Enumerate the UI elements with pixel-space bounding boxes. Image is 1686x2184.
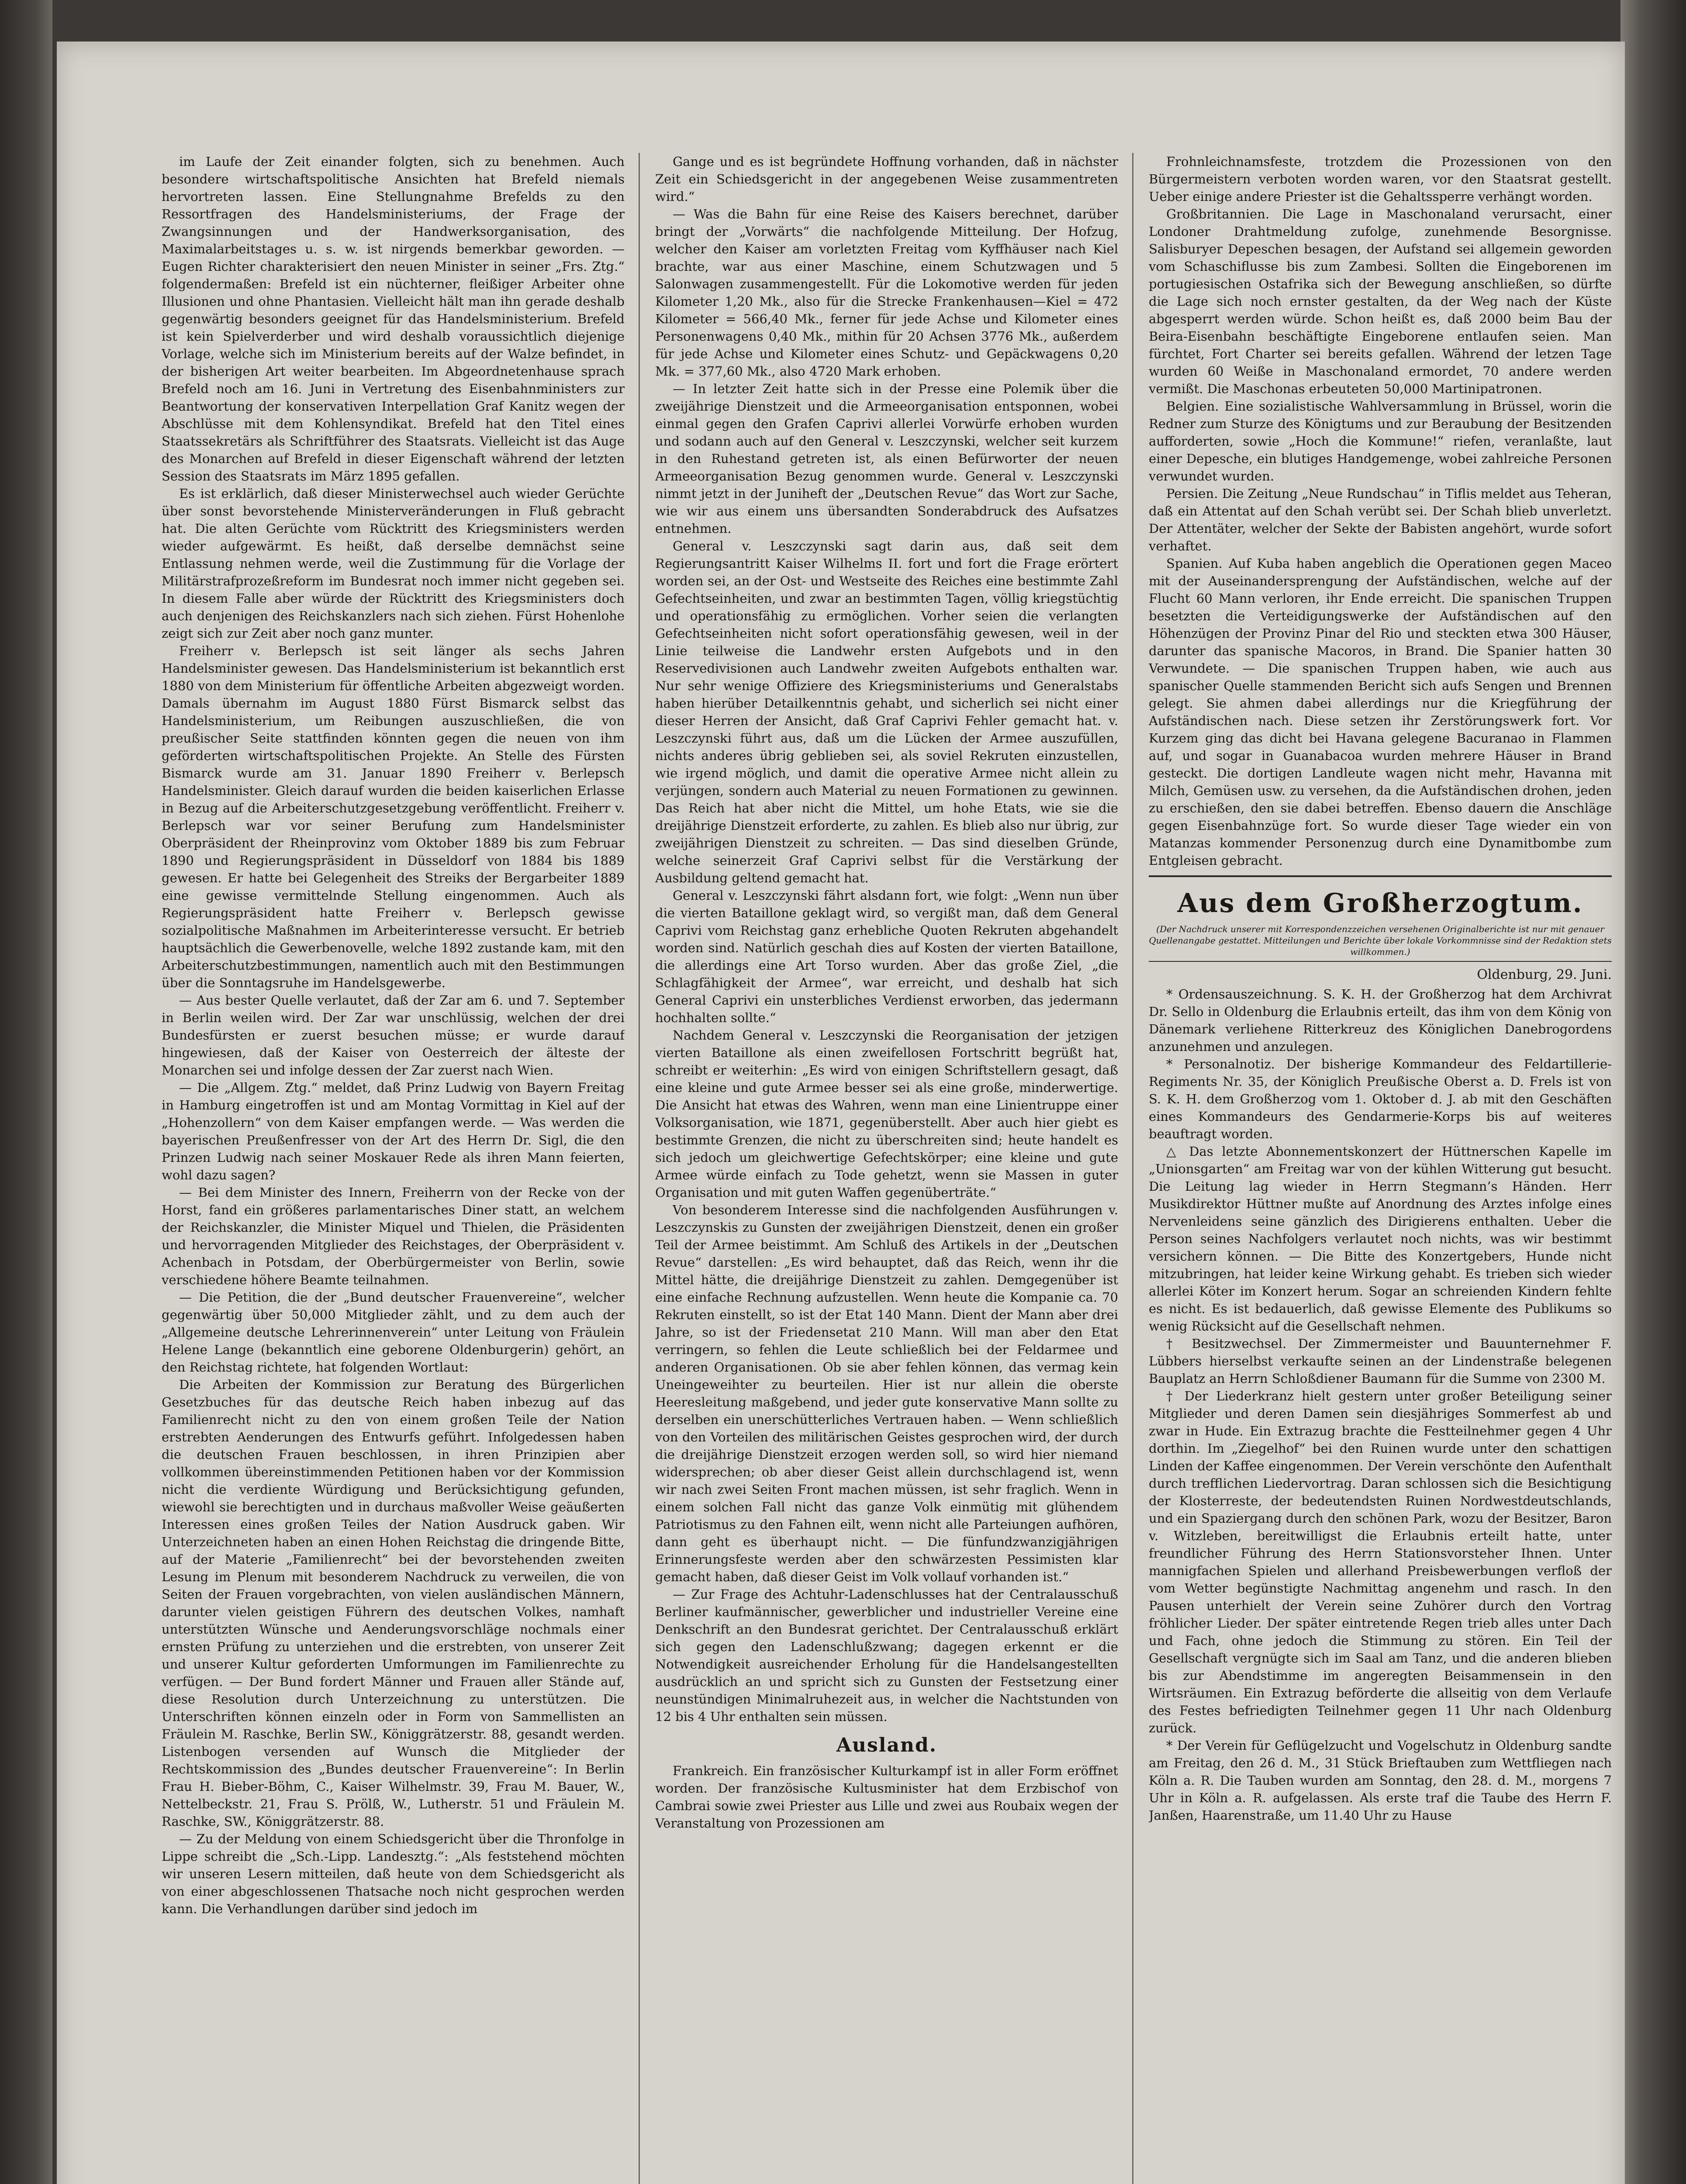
- local-news-item: △ Das letzte Abonnementskonzert der Hüttnerschen Kapelle im „Unionsgarten“ am Freitag war von der kühlen Witterung gut besucht. Die Leitung lag wieder in Herrn Stegmann’s Händen. Herr Musikdirektor Hüttner mußte auf Anordnung des Arztes infolge eines Nervenleidens seine gänzlich des Dirigierens enthalten. Ueber die Person seines Nachfolgers verlautet noch nichts, was wir bestimmt versichern können. — Die Bitte des Konzertgebers, Hunde nicht mitzubringen, hat leider keine Wirkung gehabt. Es trieben sich wieder allerlei Köter im Konzert herum. Sogar an schreienden Kindern fehlte es nicht. Es ist bedauerlich, daß gewisse Elemente des Publikums so wenig Rücksicht auf die Gesellschaft nehmen.: [1149, 1144, 1612, 1334]
- column-1: [162, 153, 625, 2184]
- article-paragraph: Persien. Die Zeitung „Neue Rundschau“ in Tiflis meldet aus Teheran, daß ein Attentat auf den Schah verübt sei. Der Schah blieb unverletzt. Der Attentäter, welcher der Sekte der Babisten angehört, wurde sofort verhaftet.: [1149, 486, 1612, 553]
- section-rule: [1149, 875, 1612, 877]
- article-paragraph: Frankreich. Ein französischer Kulturkampf ist in aller Form eröffnet worden. Der französische Kultusminister hat dem Erzbischof von Cambrai sowie zwei Priester aus Lille und zwei aus Roubaix wegen der Veranstaltung von Prozessionen am: [655, 1763, 1118, 1831]
- local-news-item: * Der Verein für Geflügelzucht und Vogelschutz in Oldenburg sandte am Freitag, den 26 d. M., 31 Stück Brieftauben zum Wettfliegen nach Köln a. R. Die Tauben wurden am Sonntag, den 28. d. M., morgens 7 Uhr in Köln a. R. aufgelassen. Als erste traf die Taube des Herrn F. Janßen, Haarenstraße, um 11.40 Uhr zu Hause: [1149, 1738, 1612, 1823]
- local-news-item: * Personalnotiz. Der bisherige Kommandeur des Feldartillerie-Regiments Nr. 35, der Königlich Preußische Oberst a. D. Frels ist von S. K. H. dem Großherzog vom 1. Oktober d. J. ab mit den Geschäften eines Kommandeurs des Gendarmerie-Korps bis auf weiteres beauftragt worden.: [1149, 1057, 1612, 1141]
- dateline: Oldenburg, 29. Juni.: [1477, 967, 1612, 982]
- column-divider: [1132, 153, 1133, 2184]
- article-paragraph: Nachdem General v. Leszczynski die Reorganisation der jetzigen vierten Bataillone als einen zweifellosen Fortschritt begrüßt hat, schreibt er weiterhin: „Es wird von einigen Schriftstellern gesagt, daß eine kleine und gute Armee besser sei als eine große, minderwertige. Die Ansicht hat etwas des Wahren, wenn man eine Linientruppe einer Volksorganisation, wie 1871, gegenüberstellt. Aber auch hier giebt es bestimmte Grenzen, die nicht zu überschreiten sind; heute handelt es sich jedoch um gleichwertige Gefechtskörper; eine kleine und gute Armee würde einfach zu Tode gehetzt, wenn sie Massen in guter Organisation und mit guten Waffen gegenüberträte.“: [655, 1028, 1118, 1200]
- article-paragraph: Spanien. Auf Kuba haben angeblich die Operationen gegen Maceo mit der Auseinandersprengung der Aufständischen, welche auf der Flucht 60 Mann verloren, ihr Ende erreicht. Die spanischen Truppen besetzten die Verteidigungswerke der Aufständischen auf den Höhenzügen der Provinz Pinar del Rio und steckten etwa 300 Häuser, darunter das spanische Macoros, in Brand. Die Spanier hatten 30 Verwundete. — Die spanischen Truppen haben, wie auch aus spanischer Quelle stammenden Bericht sich aufs Sengen und Brennen gelegt. Sie ahmen dabei allerdings nur die Kriegführung der Aufständischen nach. Diese setzen ihr Zerstörungswerk fort. Vor Kurzem ging das dicht bei Havana gelegene Bacuranao in Flammen auf, und sogar in Guanabacoa wurden mehrere Häuser in Brand gesteckt. Die dortigen Landleute wagen nicht mehr, Havanna mit Milch, Gemüsen usw. zu versehen, da die Aufständischen drohen, jeden zu erschießen, den sie dabei betreffen. Ebenso dauern die Anschläge gegen Eisenbahnzüge fort. So wurde dieser Tage wieder ein von Matanzas kommender Personenzug durch eine Dynamitbombe zum Entgleisen gebracht.: [1149, 556, 1612, 868]
- newspaper-page: [57, 41, 1625, 2184]
- article-paragraph: General v. Leszczynski fährt alsdann fort, wie folgt: „Wenn nun über die vierten Bataillone geklagt wird, so vergißt man, daß dem General Caprivi vom Reichstag ganz erhebliche Quoten Rekruten abgehandelt worden sind. Natürlich geschah dies auf Kosten der vierten Bataillone, die allerdings eine Art Torso wurden. Aber das große Ziel, „die Schlagfähigkeit der Armee“, war erreicht, und deshalb hat sich General Caprivi ein unsterbliches Verdienst erworben, das jedermann hochhalten sollte.“: [655, 888, 1118, 1025]
- section-rule-thin: [1149, 961, 1612, 962]
- article-paragraph: — In letzter Zeit hatte sich in der Presse eine Polemik über die zweijährige Dienstzeit und die Armeeorganisation entsponnen, wobei einmal gegen den Grafen Caprivi allerlei Vorwürfe erhoben wurden und sodann auch auf den General v. Leszczynski, welcher seit kurzem in den Ruhestand getreten ist, als einen Befürworter der neuen Armeeorganisation Bezug genommen wurde. General v. Leszczynski nimmt jetzt in der Juniheft der „Deutschen Revue“ das Wort zur Sache, wie wir aus einem uns übersandten Sonderabdruck des Aufsatzes entnehmen.: [655, 381, 1118, 536]
- article-paragraph: Es ist erklärlich, daß dieser Ministerwechsel auch wieder Gerüchte über sonst bevorstehende Ministerveränderungen in Fluß gebracht hat. Die alten Gerüchte vom Rücktritt des Kriegsministers werden wieder aufgewärmt. Es heißt, daß derselbe demnächst seine Entlassung nehmen werde, weil die Zustimmung für die Vorlage der Militärstrafprozeßreform im Bundesrat noch immer nicht gegeben sei. In diesem Falle aber würde der Rücktritt des Kriegsministers doch auch denjenigen des Reichskanzlers nach sich ziehen. Fürst Hohenlohe zeigt sich zur Zeit aber noch ganz munter.: [162, 486, 625, 641]
- article-paragraph: Großbritannien. Die Lage in Maschonaland verursacht, einer Londoner Drahtmeldung zufolge, zunehmende Besorgnisse. Salisburyer Depeschen besagen, der Aufstand sei allgemein geworden vom Schaschiflusse bis zum Zambesi. Sollten die Eingeborenen im portugiesischen Ostafrika sich der Bewegung anschließen, so dürfte die Lage sich noch ernster gestalten, da der Weg nach der Küste abgesperrt werden würde. Schon heißt es, daß 2000 beim Bau der Beira-Eisenbahn beschäftigte Eingeborene entlaufen seien. Man fürchtet, Fort Charter sei bereits gefallen. Während der letzen Tage wurden 60 Weiße in Maschonaland ermordet, 70 andere werden vermißt. Die Maschonas erbeuteten 50,000 Martinipatronen.: [1149, 207, 1612, 396]
- column-divider: [639, 153, 640, 2184]
- article-paragraph: Gange und es ist begründete Hoffnung vorhanden, daß in nächster Zeit ein Schiedsgericht in der angegebenen Weise zusammentreten wird.“: [655, 154, 1118, 204]
- scan-border-right: [1620, 0, 1686, 2184]
- text-area: [162, 153, 1616, 2184]
- local-news-item: * Ordensauszeichnung. S. K. H. der Großherzog hat dem Archivrat Dr. Sello in Oldenburg die Erlaubnis erteilt, das ihm von dem König von Dänemark verliehene Ritterkreuz des Königlichen Danebrogordens anzunehmen und anzulegen.: [1149, 987, 1612, 1054]
- scan-border-left: [0, 0, 52, 2184]
- article-paragraph: — Aus bester Quelle verlautet, daß der Zar am 6. und 7. September in Berlin weilen wird. Der Zar war unschlüssig, welchen der drei Bundesfürsten er zuerst besuchen müsse; er wurde darauf hingewiesen, daß der Kaiser von Oesterreich der älteste der Monarchen sei und infolge dessen der Zar zuerst nach Wien.: [162, 993, 625, 1078]
- section-heading-ausland: Ausland.: [836, 1734, 937, 1756]
- reprint-notice: (Der Nachdruck unserer mit Korrespondenzzeichen versehenen Originalberichte ist nur mit genauer Quellenangabe gestattet. Mitteilungen und Berichte über lokale Vorkommnisse sind der Redaktion stets willkommen.): [1149, 924, 1612, 957]
- article-paragraph: Von besonderem Interesse sind die nachfolgenden Ausführungen v. Leszczynskis zu Gunsten der zweijährigen Dienstzeit, denen ein großer Teil der Armee beistimmt. Am Schluß des Artikels in der „Deutschen Revue“ darstellen: „Es wird behauptet, daß das Reich, wenn ihr die Mittel hätte, die dreijährige Dienstzeit zu zahlen. Demgegenüber ist eine einfache Rechnung aufzustellen. Wenn heute die Kompanie ca. 70 Rekruten einstellt, so ist der Etat 140 Mann. Dient der Mann aber drei Jahre, so ist der Friedensetat 210 Mann. Will man aber den Etat verringern, so fehlen die Leute schließlich bei der Feldarmee und anderen Organisationen. Ob sie aber fehlen können, das vermag kein Uneingeweihter zu beurteilen. Hier ist nur allein die oberste Heeresleitung maßgebend, und jeder gute konservative Mann sollte zu derselben ein unerschütterliches Vertrauen haben. — Wenn schließlich von den Vorteilen des militärischen Geistes gesprochen wird, der durch die dreijährige Dienstzeit erzogen werden soll, so wird hier niemand widersprechen; ob aber dieser Geist allein durchschlagend ist, wenn wir nach zwei Seiten Front machen müssen, ist sehr fraglich. Wenn in einem solchen Fall nicht das ganze Volk einmütig mit glühendem Patriotismus zu den Fahnen eilt, wenn nicht alle Parteiungen aufhören, dann geht es überhaupt nicht. — Die fünfundzwanzigjährigen Erinnerungsfeste werden aber den schwärzesten Pessimisten klar gemacht haben, daß dieser Geist im Volk vollauf vorhanden ist.“: [655, 1203, 1118, 1584]
- article-paragraph: im Laufe der Zeit einander folgten, sich zu benehmen. Auch besondere wirtschaftspolitische Ansichten hat Brefeld niemals hervortreten lassen. Eine Stellungnahme Brefelds zu den Ressortfragen des Handelsministeriums, der Frage der Zwangsinnungen und der Handwerksorganisation, des Maximalarbeitstages u. s. w. ist nirgends bemerkbar geworden. — Eugen Richter charakterisiert den neuen Minister in seiner „Frs. Ztg.“ folgendermaßen: Brefeld ist ein nüchterner, fleißiger Arbeiter ohne Illusionen und ohne Phantasien. Vielleicht hält man ihn gerade deshalb gegenwärtig besonders geeignet für das Handelsministerium. Brefeld ist kein Spielverderber und wird deshalb voraussichtlich diejenige Vorlage, welche sich im Ministerium bereits auf der Walze befindet, in der bisherigen Art weiter bearbeiten. Im Abgeordnetenhause sprach Brefeld noch am 16. Juni in Vertretung des Eisenbahnministers zur Beantwortung der konservativen Interpellation Graf Kanitz wegen der Abschlüsse mit dem Kohlensyndikat. Brefeld hat den Titel eines Staatssekretärs als Schriftführer des Staatsrats. Vielleicht ist das Auge des Monarchen auf Brefeld in dieser Eigenschaft während der letzten Session des Staatsrats im März 1895 gefallen.: [162, 154, 625, 484]
- article-paragraph: General v. Leszczynski sagt darin aus, daß seit dem Regierungsantritt Kaiser Wilhelms II. fort und fort die Frage erörtert worden sei, an der Ost- und Westseite des Reiches eine bestimmte Zahl Gefechtseinheiten, und zwar an bestimmten Tagen, völlig kriegstüchtig und operationsfähig zu ermöglichen. Vorher seien die verlangten Gefechtseinheiten nicht sofort operationsfähig gewesen, weil in der Linie teilweise die Landwehr ersten Aufgebots und in den Reservedivisionen auch Landwehr zweiten Aufgebots enthalten war. Nur sehr wenige Offiziere des Kriegsministeriums und Generalstabs haben hierüber Detailkenntnis gehabt, und sicherlich sei nicht einer dieser Herren der Ansicht, daß Graf Caprivi Fehler gemacht hat. v. Leszczynski führt aus, daß um die Lücken der Armee auszufüllen, nichts anderes übrig geblieben sei, als soviel Rekruten einzustellen, wie irgend möglich, und damit die operative Armee nicht allein zu verjüngen, sondern auch Material zu neuen Formationen zu gewinnen. Das Reich hat aber nicht die Mittel, um hohe Etats, wie sie die dreijährige Dienstzeit erforderte, zu zahlen. Es blieb also nur übrig, zur zweijährigen Dienstzeit zu schreiten. — Das sind dieselben Gründe, welche seinerzeit Graf Caprivi selbst für die Verstärkung der Ausbildung geltend gemacht hat.: [655, 539, 1118, 885]
- article-paragraph: — Bei dem Minister des Innern, Freiherrn von der Recke von der Horst, fand ein größeres parlamentarisches Diner statt, an welchem der Reichskanzler, die Minister Miquel und Thielen, die Präsidenten und hervorragenden Mitglieder des Reichstages, der Oberpräsident v. Achenbach in Potsdam, der Oberbürgermeister von Berlin, sowie verschiedene höhere Beamte teilnahmen.: [162, 1185, 625, 1287]
- article-paragraph: — Was die Bahn für eine Reise des Kaisers berechnet, darüber bringt der „Vorwärts“ die nachfolgende Mitteilung. Der Hofzug, welcher den Kaiser am vorletzten Freitag vom Kyffhäuser nach Kiel brachte, war aus einer Maschine, einem Schutzwagen und 5 Salonwagen zusammengestellt. Für die Lokomotive werden für jeden Kilometer 1,20 Mk., also für die Strecke Frankenhausen—Kiel = 472 Kilometer = 566,40 Mk., ferner für jede Achse und Kilometer eines Personenwagens 0,40 Mk., mithin für 20 Achsen 3776 Mk., außerdem für jede Achse und Kilometer eines Schutz- und Gepäckwagens 0,20 Mk. = 377,60 Mk., also 4720 Mark erhoben.: [655, 207, 1118, 379]
- section-heading-grossherzogtum: Aus dem Großherzogtum.: [1177, 888, 1583, 919]
- article-paragraph: Freiherr v. Berlepsch ist seit länger als sechs Jahren Handelsminister gewesen. Das Handelsministerium ist bekanntlich erst 1880 von dem Ministerium für öffentliche Arbeiten abgezweigt worden. Damals übernahm im August 1880 Fürst Bismarck selbst das Handelsministerium, um Reibungen auszuschließen, die von preußischer Seite stattfinden könnten gegen die neuen von ihm geförderten wirtschaftspolitischen Projekte. An Stelle des Fürsten Bismarck wurde am 31. Januar 1890 Freiherr v. Berlepsch Handelsminister. Gleich darauf wurden die beiden kaiserlichen Erlasse in Bezug auf die Arbeiterschutzgesetzgebung veröffentlicht. Freiherr v. Berlepsch war vor seiner Berufung zum Handelsminister Oberpräsident der Rheinprovinz vom Oktober 1889 bis zum Februar 1890 und Regierungspräsident in Düsseldorf von 1884 bis 1889 gewesen. Er hatte bei Gelegenheit des Streiks der Bergarbeiter 1889 eine gewisse vermittelnde Stellung eingenommen. Auch als Regierungspräsident hatte Freiherr v. Berlepsch gewisse sozialpolitische Maßnahmen im Arbeiterinteresse versucht. Er betrieb hauptsächlich die Gewerbenovelle, welche 1892 zustande kam, mit den Arbeiterschutzbestimmungen, namentlich auch mit den Bestimmungen über die Sonntagsruhe im Handelsgewerbe.: [162, 643, 625, 990]
- article-paragraph: — Zu der Meldung von einem Schiedsgericht über die Thronfolge in Lippe schreibt die „Sch.-Lipp. Landesztg.“: „Als feststehend möchten wir unseren Lesern mitteilen, daß heute von dem Schiedsgericht als von einer abgeschlossenen Thatsache noch nicht gesprochen werden kann. Die Verhandlungen darüber sind jedoch im: [162, 1832, 625, 1916]
- local-news-item: † Besitzwechsel. Der Zimmermeister und Bauunternehmer F. Lübbers hierselbst verkaufte seinen an der Lindenstraße belegenen Bauplatz an Herrn Schloßdiener Baumann für die Summe von 2300 M.: [1149, 1336, 1612, 1386]
- article-paragraph: Frohnleichnamsfeste, trotzdem die Prozessionen von den Bürgermeistern verboten worden waren, vor den Staatsrat gestellt. Ueber einige andere Priester ist die Gehaltssperre verhängt worden.: [1149, 154, 1612, 204]
- column-2: [655, 153, 1118, 2184]
- article-paragraph: — Die Petition, die der „Bund deutscher Frauenvereine“, welcher gegenwärtig über 50,000 Mitglieder zählt, und zu dem auch der „Allgemeine deutsche Lehrerinnenverein“ unter Leitung von Fräulein Helene Lange (bekanntlich eine geborene Oldenburgerin) gehört, an den Reichstag richtete, hat folgenden Wortlaut:: [162, 1290, 625, 1375]
- local-news-item: † Der Liederkranz hielt gestern unter großer Beteiligung seiner Mitglieder und deren Damen sein diesjähriges Sommerfest ab und zwar in Hude. Ein Extrazug brachte die Festteilnehmer gegen 4 Uhr dorthin. Im „Ziegelhof“ bei den Ruinen wurde unter den schattigen Linden der Kaffee eingenommen. Der Verein verschönte den Aufenthalt durch trefflichen Liedervortrag. Daran schlossen sich die Besichtigung der Klosterreste, der bedeutendsten Ruinen Nordwestdeutschlands, und ein Spaziergang durch den schönen Park, wozu der Besitzer, Baron v. Witzleben, bereitwilligst die Erlaubnis erteilt hatte, unter freundlicher Führung des Herrn Stationsvorsteher Ihnen. Unter mannigfachen Spielen und allerhand Preisbewerbungen verfloß der vom Wetter begünstigte Nachmittag angenehm und rasch. In den Pausen unterhielt der Verein seine Zuhörer durch den Vortrag fröhlicher Lieder. Der später eintretende Regen trieb alles unter Dach und Fach, ohne jedoch die Stimmung zu stören. Ein Teil der Gesellschaft vergnügte sich im Saal am Tanz, und die anderen blieben bis zur Abendstimme im angeregten Beisammensein in den Wirtsräumen. Ein Extrazug beförderte die allseitig von dem Verlaufe des Festes befriedigten Teilnehmer gegen 11 Uhr nach Oldenburg zurück.: [1149, 1389, 1612, 1735]
- column-3: [1149, 153, 1612, 2184]
- article-paragraph: Belgien. Eine sozialistische Wahlversammlung in Brüssel, worin die Redner zum Sturze des Königtums und zur Beraubung der Besitzenden aufforderten, sowie „Hoch die Kommune!“ riefen, veranlaßte, laut einer Depesche, ein blutiges Handgemenge, wobei zahlreiche Personen verwundet wurden.: [1149, 399, 1612, 484]
- article-paragraph: Die Arbeiten der Kommission zur Beratung des Bürgerlichen Gesetzbuches für das deutsche Reich haben inbezug auf das Familienrecht nicht zu den von einem großen Teile der Nation erstrebten Aenderungen des Entwurfs geführt. Infolgedessen haben die deutschen Frauen beschlossen, in ihren Prinzipien aber vollkommen übereinstimmenden Petitionen haben vor der Kommission nicht die verdiente Würdigung und Berücksichtigung gefunden, wiewohl sie berechtigten und in durchaus maßvoller Weise geäußerten Interessen eines großen Teiles der Nation Ausdruck gaben. Wir Unterzeichneten haben an einen Hohen Reichstag die dringende Bitte, auf der Materie „Familienrecht“ bei der bevorstehenden zweiten Lesung im Plenum mit besonderem Nachdruck zu verweilen, die von Seiten der Frauen vorgebrachten, von vielen ausländischen Männern, darunter vielen geistigen Führern des deutschen Volkes, namhaft unterstützten Wünsche und Aenderungsvorschläge nochmals einer ernsten Prüfung zu unterziehen und die erstrebten, von unserer Zeit und unserer Kultur geforderten Umformungen im Familienrechte zu verfügen. — Der Bund fordert Männer und Frauen aller Stände auf, diese Resolution durch Unterzeichnung zu unterstützen. Die Unterschriften können einzeln oder in Form von Sammellisten an Fräulein M. Raschke, Berlin SW., Königgrätzerstr. 88, gesandt werden. Listenbogen versenden auf Wunsch die Mitglieder der Rechtskommission des „Bundes deutscher Frauenvereine“: In Berlin Frau H. Bieber-Böhm, C., Kaiser Wilhelmstr. 39, Frau M. Bauer, W., Nettelbeckstr. 21, Frau S. Prölß, W., Lutherstr. 51 und Fräulein M. Raschke, SW., Königgrätzerstr. 88.: [162, 1377, 625, 1829]
- article-paragraph: — Die „Allgem. Ztg.“ meldet, daß Prinz Ludwig von Bayern Freitag in Hamburg eingetroffen ist und am Montag Vormittag in Kiel auf der „Hohenzollern“ von dem Kaiser empfangen werde. — Was werden die bayerischen Preußenfresser von der Art des Herrn Dr. Sigl, die den Prinzen Ludwig nach seiner Moskauer Rede als ihren Mann feierten, wohl dazu sagen?: [162, 1080, 625, 1182]
- article-paragraph: — Zur Frage des Achtuhr-Ladenschlusses hat der Centralausschuß Berliner kaufmännischer, gewerblicher und industrieller Vereine eine Denkschrift an den Bundesrat gerichtet. Der Centralausschuß erklärt sich gegen den Ladenschlußzwang; dagegen erkennt er die Notwendigkeit ausreichender Erholung für die Handelsangestellten ausdrücklich an und spricht sich zu Gunsten der Festsetzung einer neunstündigen Minimalruhezeit aus, in welcher die Nachtstunden von 12 bis 4 Uhr enthalten sein müssen.: [655, 1587, 1118, 1724]
